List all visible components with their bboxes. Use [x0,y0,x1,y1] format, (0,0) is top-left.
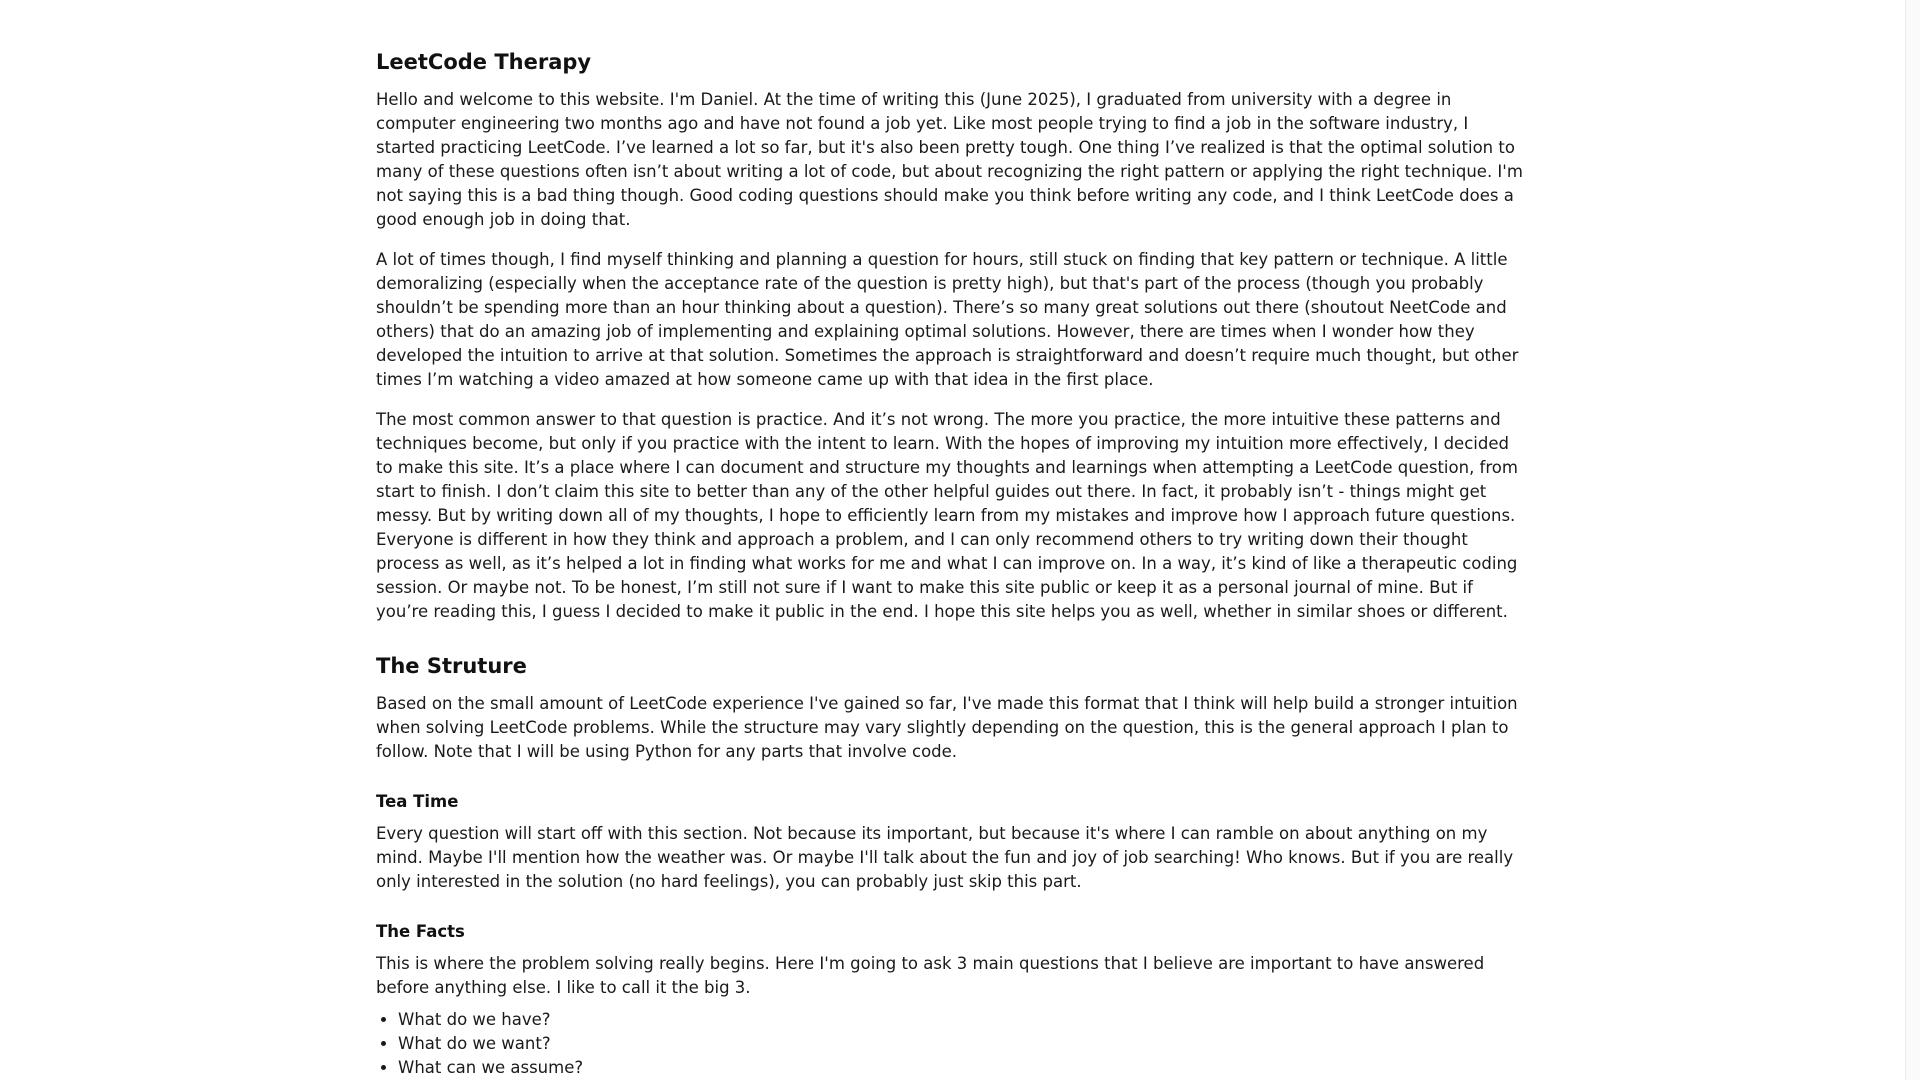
page-title: LeetCode Therapy [376,50,592,74]
intro-paragraph-1: Hello and welcome to this website. I'm Daniel. At the time of writing this (June 2025), I graduated from university with a degree in computer engineering two months ago and have not found a job yet. Like most people trying to find a job in the software industry, I started practicing LeetCode. I’ve learned a lot so far, but it's also been pretty tough. One thing I’ve realized is that the optimal solution to many of these questions often isn’t about writing a lot of code, but about recognizing the right pattern or applying the right technique. I'm not saying this is a bad thing though. Good coding questions should make you think before writing any code, and I think LeetCode does a good enough job in doing that. [376,90,1523,229]
article [376,46,1528,1080]
the-facts-heading: The Facts [376,922,465,941]
vertical-scrollbar[interactable] [1905,0,1920,1080]
tea-time-heading: Tea Time [376,792,459,811]
intro-paragraph-3: The most common answer to that question is practice. And it’s not wrong. The more you practice, the more intuitive these patterns and techniques become, but only if you practice with the intent to learn. With the hopes of improving my intuition more effectively, I decided to make this site. It’s a place where I can document and structure my thoughts and learnings when attempting a LeetCode question, from start to finish. I don’t claim this site to better than any of the other helpful guides out there. In fact, it probably isn’t - things might get messy. But by writing down all of my thoughts, I hope to efficiently learn from my mistakes and improve how I approach future questions. Everyone is different in how they think and approach a problem, and I can only recommend others to try writing down their thought process as well, as it’s helped a lot in finding what works for me and what I can improve on. In a way, it’s kind of like a therapeutic coding session. Or maybe not. To be honest, I’m still not sure if I want to make this site public or keep it as a personal journal of mine. But if you’re reading this, I guess I decided to make it public in the end. I hope this site helps you as well, whether in similar shoes or different. [376,410,1518,621]
structure-paragraph: Based on the small amount of LeetCode experience I've gained so far, I've made this format that I think will help build a stronger intuition when solving LeetCode problems. While the structure may vary slightly depending on the question, this is the general approach I plan to follow. Note that I will be using Python for any parts that involve code. [376,694,1518,761]
intro-paragraph-2: A lot of times though, I find myself thinking and planning a question for hours, still stuck on finding that key pattern or technique. A little demoralizing (especially when the acceptance rate of the question is pretty high), but that's part of the process (though you probably shouldn’t be spending more than an hour thinking about a question). There’s so many great solutions out there (shoutout NeetCode and others) that do an amazing job of implementing and explaining optimal solutions. However, there are times when I wonder how they developed the intuition to arrive at that solution. Sometimes the approach is straightforward and doesn’t require much thought, but other times I’m watching a video amazed at how someone came up with that idea in the first place. [376,250,1519,389]
the-facts-paragraph: This is where the problem solving really begins. Here I'm going to ask 3 main questions that I believe are important to have answered before anything else. I like to call it the big 3. [376,954,1485,997]
tea-time-paragraph: Every question will start off with this section. Not because its important, but because it's where I can ramble on about anything on my mind. Maybe I'll mention how the weather was. Or maybe I'll talk about the fun and joy of job searching! Who knows. But if you are really only interested in the solution (no hard feelings), you can probably just skip this part. [376,824,1514,891]
list-item: • What can we assume? [398,1056,1528,1080]
list-item: • What do we have? [398,1008,1528,1032]
big-3-list [376,1008,1528,1080]
list-item: • What do we want? [398,1032,1528,1056]
structure-heading: The Struture [376,654,527,678]
